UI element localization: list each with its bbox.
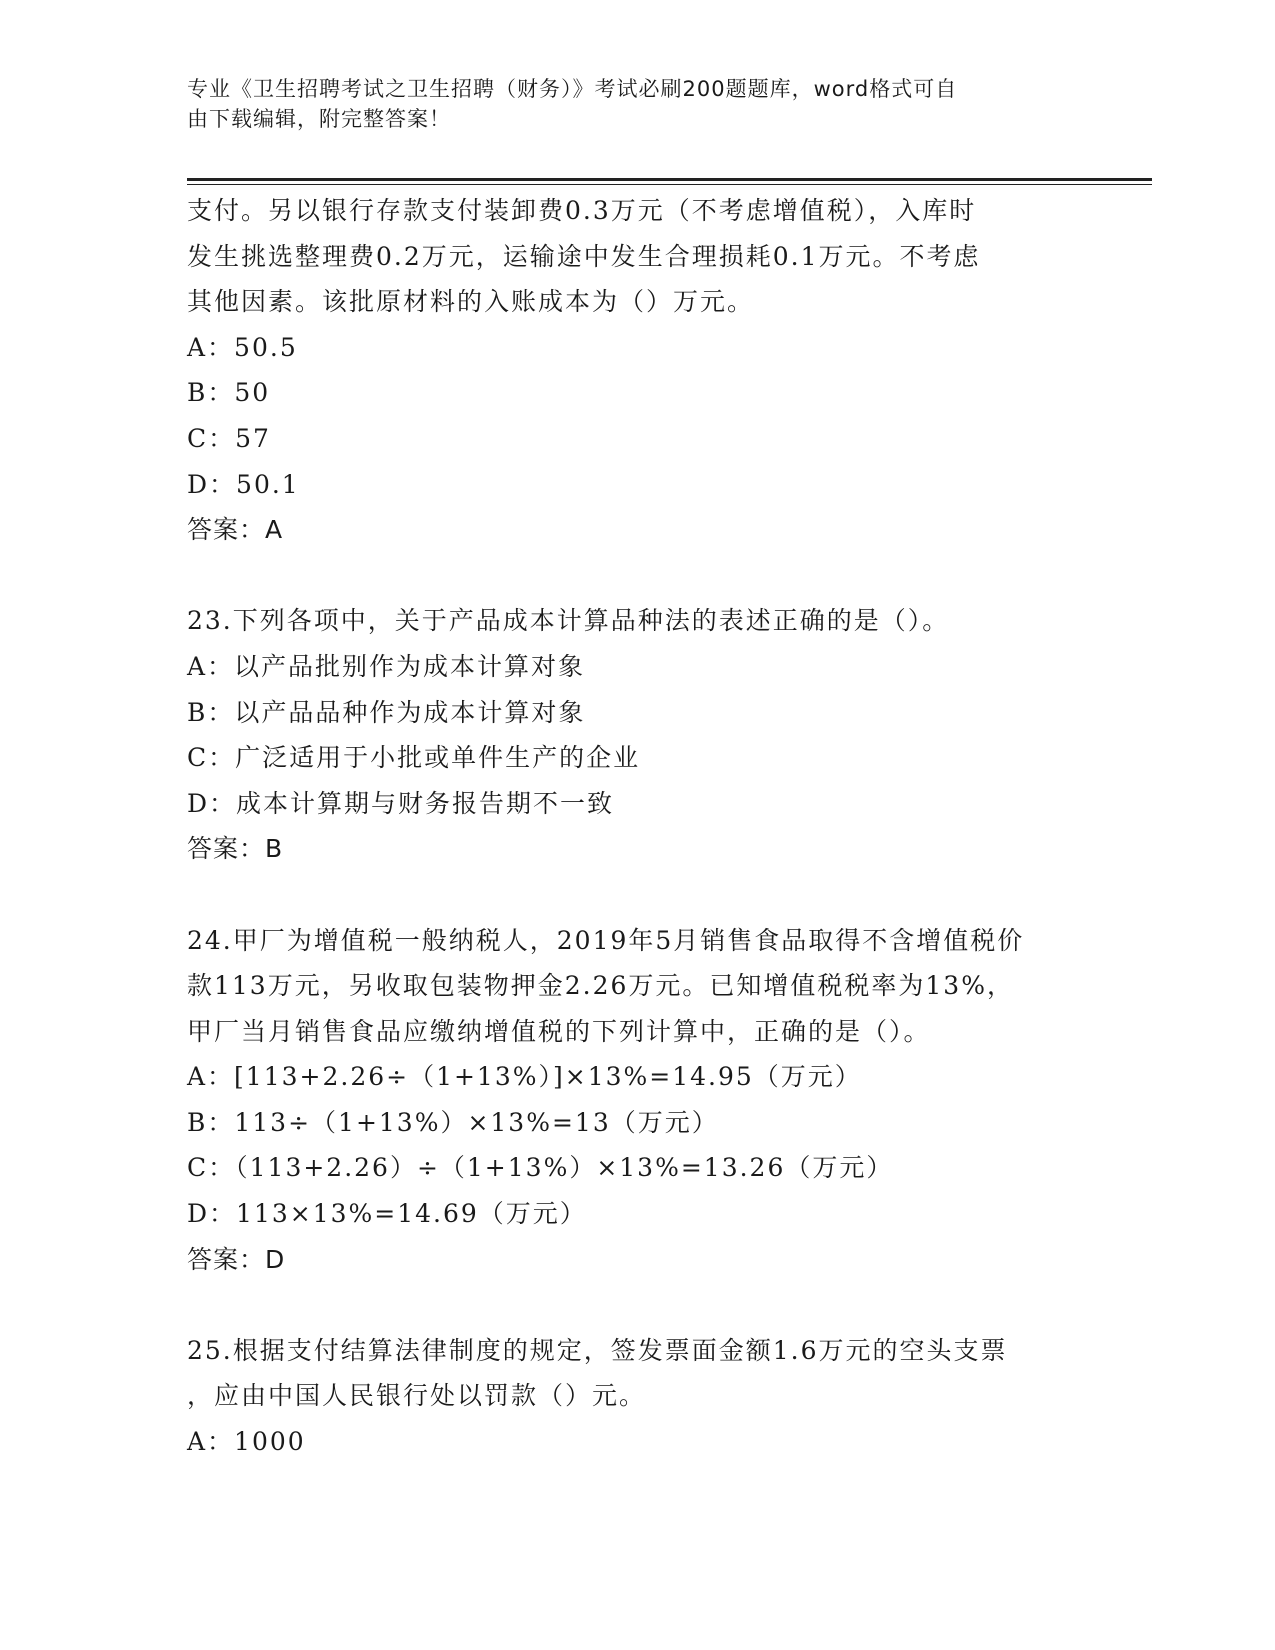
question-text-line: 款113万元，另收取包装物押金2.26万元。已知增值税税率为13%， [187, 971, 1014, 1001]
question-22 [187, 188, 1087, 553]
option-a: A：50.5 [187, 332, 298, 362]
answer-line: 答案：D [187, 1244, 286, 1274]
option-d: D：成本计算期与财务报告期不一致 [187, 788, 615, 818]
option-b: B：113÷（1+13%）×13%=13（万元） [187, 1107, 719, 1137]
question-gap [187, 1282, 1087, 1328]
question-text-line: 发生挑选整理费0.2万元，运输途中发生合理损耗0.1万元。不考虑 [187, 241, 981, 271]
option-a: A：1000 [187, 1427, 306, 1457]
option-d: D：113×13%=14.69（万元） [187, 1199, 587, 1229]
option-c: C：57 [187, 423, 271, 453]
question-text-line: 24.甲厂为增值税一般纳税人，2019年5月销售食品取得不含增值税价 [187, 925, 1025, 955]
question-25 [187, 1328, 1087, 1465]
question-text-line: 23.下列各项中，关于产品成本计算品种法的表述正确的是（）。 [187, 606, 950, 636]
question-23 [187, 598, 1087, 872]
answer-line: 答案：B [187, 834, 284, 864]
option-c: C：（113+2.26）÷（1+13%）×13%=13.26（万元） [187, 1153, 894, 1183]
option-b: B：50 [187, 378, 271, 408]
question-text-line: ，应由中国人民银行处以罚款（）元。 [187, 1381, 647, 1411]
option-a: A：[113+2.26÷（1+13%）]×13%=14.95（万元） [187, 1062, 862, 1092]
document-header [187, 74, 1067, 134]
option-b: B：以产品品种作为成本计算对象 [187, 697, 586, 727]
question-gap [187, 553, 1087, 599]
header-divider-thin [187, 184, 1152, 185]
question-24 [187, 918, 1087, 1283]
option-d: D：50.1 [187, 469, 300, 499]
question-text-line: 其他因素。该批原材料的入账成本为（）万元。 [187, 287, 755, 317]
question-text-line: 甲厂当月销售食品应缴纳增值税的下列计算中，正确的是（）。 [187, 1016, 931, 1046]
question-text-line: 25.根据支付结算法律制度的规定，签发票面金额1.6万元的空头支票 [187, 1335, 1008, 1365]
option-a: A：以产品批别作为成本计算对象 [187, 651, 586, 681]
header-line-2: 由下载编辑，附完整答案！ [187, 107, 451, 131]
answer-line: 答案：A [187, 515, 284, 545]
question-list [187, 188, 1087, 1465]
header-line-1: 专业《卫生招聘考试之卫生招聘（财务）》考试必刷200题题库，word格式可自 [187, 77, 958, 101]
option-c: C：广泛适用于小批或单件生产的企业 [187, 743, 641, 773]
header-divider-thick [187, 178, 1152, 181]
question-gap [187, 872, 1087, 918]
question-text-line: 支付。另以银行存款支付装卸费0.3万元（不考虑增值税），入库时 [187, 196, 977, 225]
